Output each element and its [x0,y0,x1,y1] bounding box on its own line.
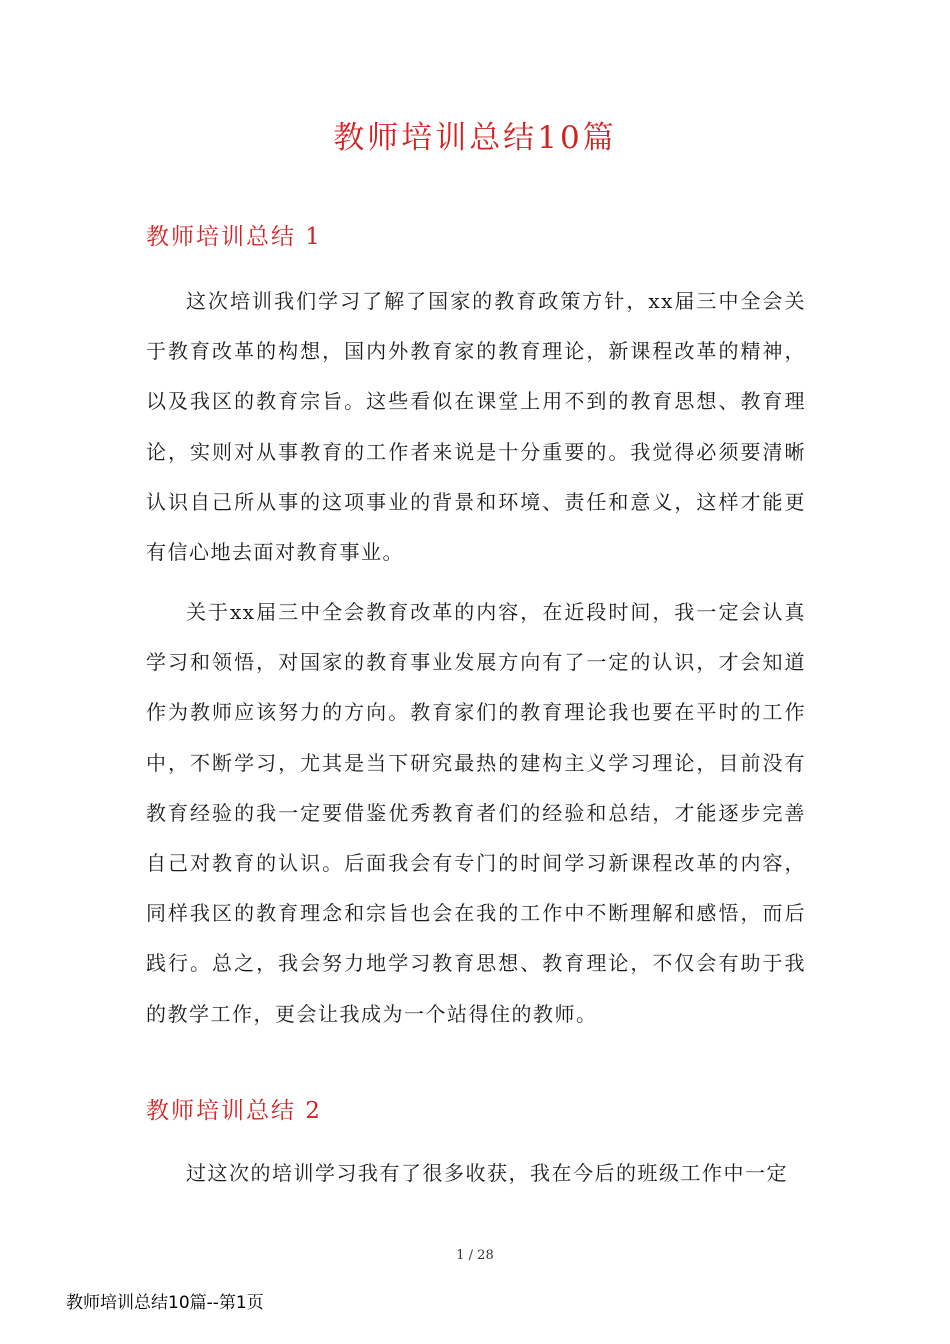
section-1-paragraph-2: 关于xx届三中全会教育改革的内容，在近段时间，我一定会认真学习和领悟，对国家的教育事业发展方向有了一定的认识，才会知道作为教师应该努力的方向。教育家们的教育理论我也要在平时的工作中，不断学习，尤其是当下研究最热的建构主义学习理论，目前没有教育经验的我一定要借鉴优秀教育者们的经验和总结，才能逐步完善自己对教育的认识。后面我会有专门的时间学习新课程改革的内容，同样我区的教育理念和宗旨也会在我的工作中不断理解和感悟，而后践行。总之，我会努力地学习教育思想、教育理论，不仅会有助于我的教学工作，更会让我成为一个站得住的教师。 [146,600,806,1026]
footer-caption: 教师培训总结10篇--第1页 [66,1293,264,1313]
page-title: 教师培训总结10篇 [333,120,617,156]
section-heading-1: 教师培训总结 1 [146,224,322,250]
section-1-paragraph-1: 这次培训我们学习了解了国家的教育政策方针，xx届三中全会关于教育改革的构想，国内外教育家的教育理论，新课程改革的精神，以及我区的教育宗旨。这些看似在课堂上用不到的教育思想、教育理论，实则对从事教育的工作者来说是十分重要的。我觉得必须要清晰认识自己所从事的这项事业的背景和环境、责任和意义，这样才能更有信心地去面对教育事业。 [146,289,806,565]
section-2-paragraph-1: 过这次的培训学习我有了很多收获，我在今后的班级工作中一定 [186,1161,788,1185]
section-heading-2: 教师培训总结 2 [146,1098,322,1124]
page-number: 1 / 28 [456,1248,494,1263]
